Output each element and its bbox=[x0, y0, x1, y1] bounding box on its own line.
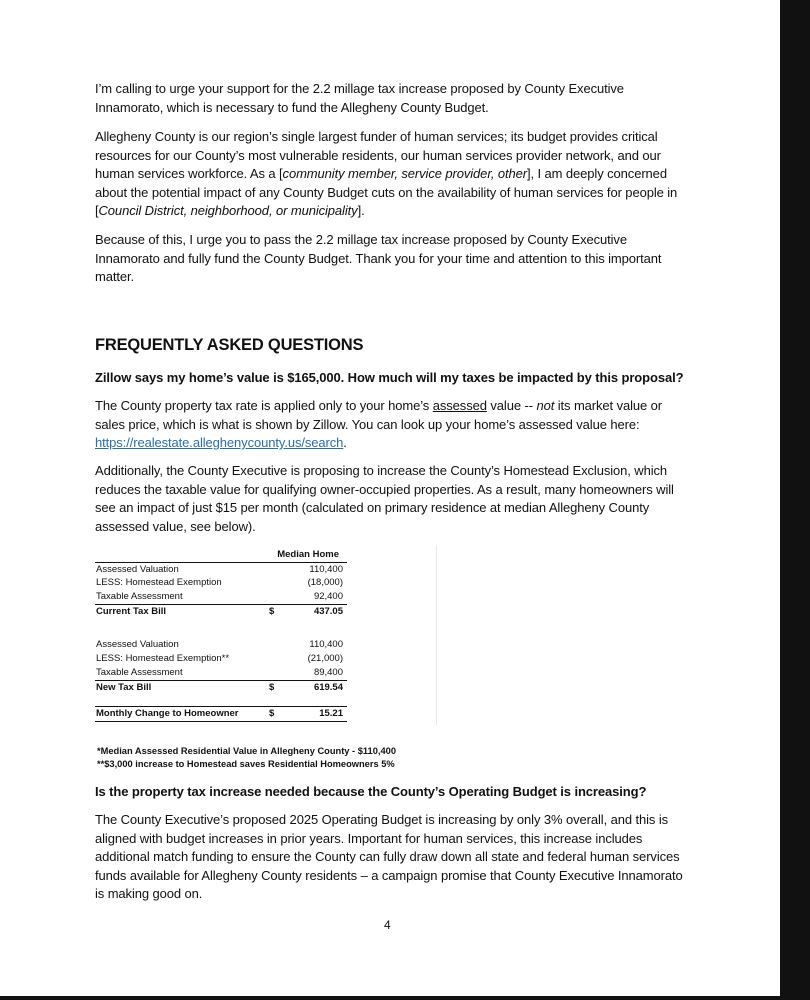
not-emphasis: not bbox=[536, 398, 555, 413]
letter-paragraph-3: Because of this, I urge you to pass the 2.2 millage tax increase proposed by County Executive Innamorato and fully fund the County Budget. Thank you for your time and attention to this important matter. bbox=[95, 232, 662, 284]
tax-comparison-table bbox=[95, 548, 347, 722]
row-label: Taxable Assessment bbox=[96, 666, 183, 678]
letter-paragraph-1: I’m calling to urge your support for the 2.2 millage tax increase proposed by County Executive Innamorato, which is necessary to fund the Allegheny County Budget. bbox=[95, 81, 624, 115]
faq-answer-2: Additionally, the County Executive is proposing to increase the County’s Homestead Exclusion, which reduces the taxable value for qualifying owner-occupied properties. As a result, many homeowners will see an impact of just $15 per month (calculated on primary residence at median Allegheny County assessed value, see below). bbox=[95, 463, 674, 534]
row-value: 92,400 bbox=[313, 591, 343, 603]
row-label: Assessed Valuation bbox=[96, 639, 179, 651]
table-edge-divider bbox=[436, 545, 437, 725]
faq-question-2: Is the property tax increase needed because the County’s Operating Budget is increasing? bbox=[95, 784, 647, 799]
page-number: 4 bbox=[384, 918, 391, 932]
row-value: 110,400 bbox=[309, 639, 343, 651]
location-placeholder: Council District, neighborhood, or municipality bbox=[98, 203, 358, 218]
table-header-row bbox=[95, 548, 347, 563]
table-total-row bbox=[95, 605, 347, 619]
text-run: its market value or sales price, which is what is shown by Zillow. You can look up your home’s assessed value here: bbox=[95, 398, 663, 432]
table-row bbox=[95, 652, 347, 666]
currency-symbol: $ bbox=[269, 605, 275, 617]
assessment-search-link[interactable]: https://realestate.alleghenycounty.us/search bbox=[95, 435, 344, 450]
currency-symbol: $ bbox=[269, 681, 275, 693]
row-label: Assessed Valuation bbox=[96, 563, 179, 575]
row-value: 437.05 bbox=[313, 605, 343, 617]
table-spacer bbox=[95, 618, 347, 638]
row-label: Monthly Change to Homeowner bbox=[96, 708, 239, 720]
row-label: LESS: Homestead Exemption** bbox=[96, 653, 230, 665]
table-row bbox=[95, 563, 347, 577]
table-total-row bbox=[95, 681, 347, 695]
text-run: ], I am deeply concerned about the potential impact of any County Budget cuts on the availability of human services for people in [ bbox=[95, 166, 678, 218]
row-label: New Tax Bill bbox=[96, 681, 152, 693]
row-value: (18,000) bbox=[307, 577, 343, 589]
row-label: LESS: Homestead Exemption bbox=[96, 577, 222, 589]
table-row bbox=[95, 666, 347, 681]
table-row bbox=[95, 576, 347, 590]
table-row bbox=[95, 638, 347, 652]
faq-answer-1 bbox=[95, 397, 695, 453]
table-row bbox=[95, 590, 347, 605]
faq-question-1: Zillow says my home’s value is $165,000. How much will my taxes be impacted by this proposal? bbox=[95, 370, 684, 385]
row-value: 89,400 bbox=[313, 666, 343, 678]
footnote-2: **$3,000 increase to Homestead saves Residential Homeowners 5% bbox=[97, 758, 395, 769]
row-label: Taxable Assessment bbox=[96, 591, 183, 603]
row-label: Current Tax Bill bbox=[96, 605, 167, 617]
faq-answer-3: The County Executive’s proposed 2025 Operating Budget is increasing by only 3% overall, and this is aligned with budget increases in prior years. Important for human services, this increase includes additional match funding to ensure the County can fully draw down all state and federal human services funds available for Allegheny County residents – a campaign promise that County Executive Innamorato is making good on. bbox=[95, 812, 683, 901]
letter-paragraph-2 bbox=[95, 128, 695, 221]
monthly-change-row bbox=[95, 706, 347, 722]
text-run: Allegheny County is our region’s single largest funder of human services; its budget provides critical resources for our County’s most vulnerable residents, our human services provider network, and our human services workforce. As a [ bbox=[95, 129, 661, 181]
table-footnotes bbox=[97, 745, 396, 770]
text-run: . bbox=[343, 435, 347, 450]
text-run: The County property tax rate is applied only to your home’s bbox=[95, 398, 433, 413]
faq-heading: FREQUENTLY ASKED QUESTIONS bbox=[95, 336, 364, 354]
row-value: (21,000) bbox=[307, 653, 343, 665]
row-value: 619.54 bbox=[313, 681, 343, 693]
column-header: Median Home bbox=[277, 549, 339, 560]
text-run: value -- bbox=[486, 398, 537, 413]
row-value: 15.21 bbox=[319, 708, 343, 720]
currency-symbol: $ bbox=[269, 708, 275, 720]
role-placeholder: community member, service provider, other bbox=[282, 166, 527, 181]
text-run: ]. bbox=[357, 203, 365, 218]
row-value: 110,400 bbox=[309, 563, 343, 575]
footnote-1: *Median Assessed Residential Value in Allegheny County - $110,400 bbox=[97, 746, 396, 756]
table-spacer bbox=[95, 694, 347, 706]
assessed-emphasis: assessed bbox=[432, 398, 487, 413]
